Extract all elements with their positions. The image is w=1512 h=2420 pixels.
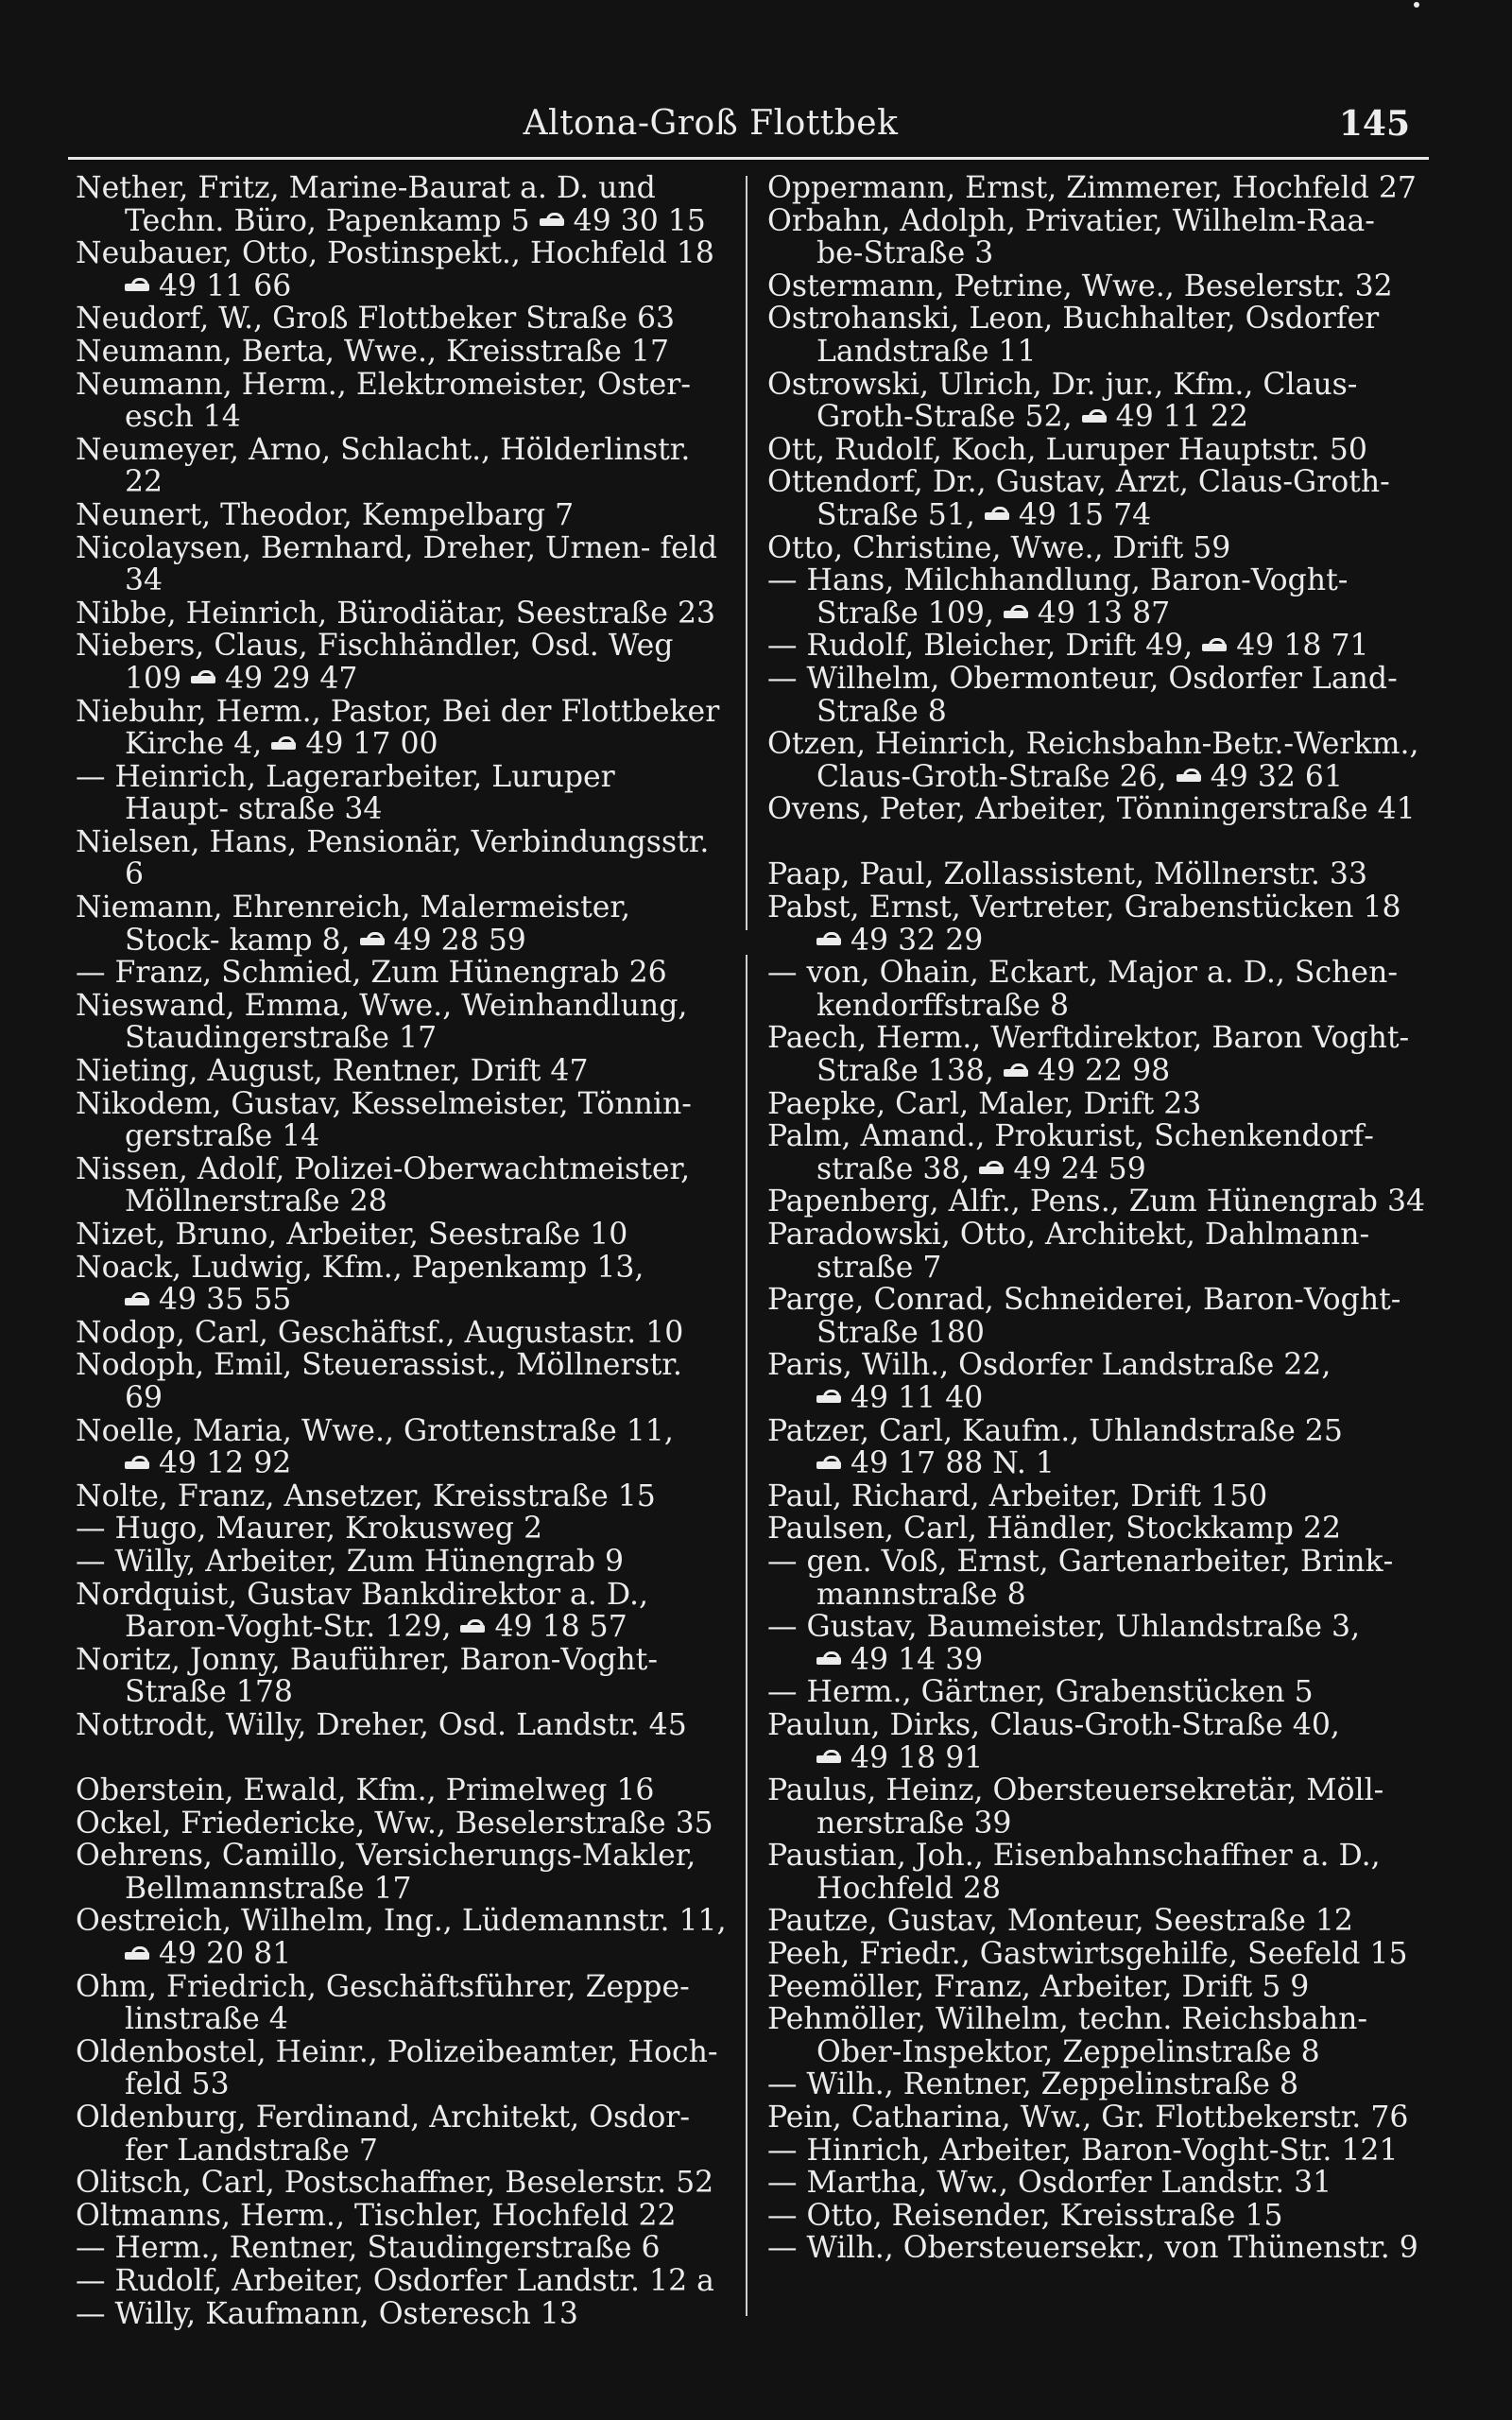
entry-text: Nodoph, Emil, Steuerassist., Möllnerstr. 69 xyxy=(76,1348,682,1415)
entry-text: Ostrohanski, Leon, Buchhalter, Osdorfer Landstraße 11 xyxy=(767,302,1380,369)
telephone-icon xyxy=(125,1459,149,1472)
entry-text: Noelle, Maria, Wwe., Grottenstraße 11, xyxy=(76,1413,674,1448)
page-header xyxy=(68,104,1429,149)
entry-text: Oldenbostel, Heinr., Polizeibeamter, Hoch‑ feld 53 xyxy=(76,2034,718,2102)
telephone-icon xyxy=(816,935,841,948)
directory-entry xyxy=(767,1546,1429,1611)
entry-text: Oppermann, Ernst, Zimmerer, Hochfeld 27 xyxy=(767,171,1417,205)
entry-text: Nieting, August, Rentner, Drift 47 xyxy=(76,1054,589,1089)
directory-entry xyxy=(76,302,728,336)
directory-entry xyxy=(767,369,1429,434)
entry-text: Oestreich, Wilhelm, Ing., Lüdemannstr. 11, xyxy=(76,1904,727,1939)
directory-entry xyxy=(76,696,728,761)
entry-text: Otzen, Heinrich, Reichsbahn‑Betr.‑Werkm., Claus‑Groth‑Straße 26, xyxy=(767,727,1419,794)
directory-entry xyxy=(767,1676,1429,1709)
entry-text: Pabst, Ernst, Vertreter, Grabenstücken 18 xyxy=(767,890,1401,925)
telephone-icon xyxy=(1177,771,1201,785)
telephone-icon xyxy=(271,739,296,752)
directory-entry xyxy=(76,2232,728,2265)
phone-number xyxy=(125,1446,291,1480)
phone-number xyxy=(816,1643,983,1677)
phone-number-text: 49 28 59 xyxy=(393,923,526,958)
directory-entry xyxy=(767,1219,1429,1284)
telephone-icon xyxy=(816,1753,841,1766)
entry-text: Ohm, Friedrich, Geschäftsführer, Zeppe‑ linstraße 4 xyxy=(76,1969,690,2037)
directory-entry xyxy=(767,2135,1429,2168)
directory-entry xyxy=(76,1252,728,1317)
directory-entry xyxy=(76,1349,728,1414)
directory-entry xyxy=(76,2036,728,2101)
directory-entry xyxy=(76,957,728,990)
directory-entry xyxy=(767,532,1429,565)
directory-entry xyxy=(767,564,1429,630)
directory-entry xyxy=(76,1546,728,1579)
entry-text: Neumann, Berta, Wwe., Kreisstraße 17 xyxy=(76,334,669,369)
directory-entry xyxy=(76,532,728,597)
page-number: 145 xyxy=(1338,104,1410,144)
entry-text: Ovens, Peter, Arbeiter, Tönningerstraße 41 xyxy=(767,792,1416,827)
directory-entry xyxy=(767,205,1429,270)
entry-text: — Willy, Arbeiter, Zum Hünengrab 9 xyxy=(76,1544,625,1579)
directory-entry xyxy=(767,1480,1429,1513)
directory-entry xyxy=(767,728,1429,793)
directory-entry xyxy=(76,1219,728,1252)
entry-text: Nottrodt, Willy, Dreher, Osd. Landstr. 45 xyxy=(76,1707,687,1742)
phone-number xyxy=(979,1152,1145,1186)
entry-text: — Hinrich, Arbeiter, Baron‑Voght‑Str. 121 xyxy=(767,2133,1399,2168)
entry-text: Neubauer, Otto, Postinspekt., Hochfeld 18 xyxy=(76,236,714,271)
directory-entry xyxy=(76,1971,728,2036)
directory-entry xyxy=(76,1905,728,1970)
entry-text: — Herm., Rentner, Staudingerstraße 6 xyxy=(76,2231,661,2266)
directory-entry xyxy=(767,2167,1429,2200)
page-title: Altona‑Groß Flottbek xyxy=(523,104,899,143)
directory-entry xyxy=(76,1055,728,1088)
entry-text: — Wilh., Rentner, Zeppelinstraße 8 xyxy=(767,2067,1299,2102)
entry-text: Pautze, Gustav, Monteur, Seestraße 12 xyxy=(767,1904,1353,1939)
directory-entry xyxy=(76,172,728,237)
directory-entry xyxy=(76,336,728,369)
phone-number-text: 49 30 15 xyxy=(573,203,706,238)
entry-text: Paech, Herm., Werftdirektor, Baron Voght‑ Straße 138, xyxy=(767,1021,1410,1089)
entry-text: Paap, Paul, Zollassistent, Möllnerstr. 33 xyxy=(767,857,1367,892)
telephone-icon xyxy=(985,510,1009,523)
directory-entry xyxy=(767,1415,1429,1480)
phone-number-text: 49 14 39 xyxy=(850,1642,984,1677)
directory-entry xyxy=(767,1284,1429,1349)
phone-number-text: 49 13 87 xyxy=(1037,596,1171,631)
entry-text: — Wilh., Obersteuersekr., von Thünenstr. 9 xyxy=(767,2231,1418,2266)
entry-text: — Rudolf, Bleicher, Drift 49, xyxy=(767,629,1203,664)
entry-text: Paradowski, Otto, Architekt, Dahlmann‑ straße 7 xyxy=(767,1218,1370,1285)
telephone-icon xyxy=(1202,641,1227,654)
phone-number-text: 49 11 22 xyxy=(1115,400,1248,435)
telephone-icon xyxy=(460,1622,485,1635)
directory-entry xyxy=(76,1709,728,1742)
entry-text: Oehrens, Camillo, Versicherungs‑Makler, Bellmannstraße 17 xyxy=(76,1839,696,1906)
directory-entry xyxy=(76,1317,728,1350)
phone-number-text: 49 29 47 xyxy=(225,661,358,696)
phone-number xyxy=(125,269,291,303)
directory-entry xyxy=(767,2232,1429,2265)
entry-text: Ottendorf, Dr., Gustav, Arzt, Claus‑Groth‑ Straße 51, xyxy=(767,465,1390,532)
phone-number xyxy=(816,1381,983,1415)
telephone-icon xyxy=(1082,412,1107,425)
directory-entry xyxy=(767,957,1429,1022)
entry-text: Neumann, Herm., Elektromeister, Oster‑ esch 14 xyxy=(76,367,691,435)
entry-text: Pein, Catharina, Ww., Gr. Flottbekerstr. 76 xyxy=(767,2100,1409,2135)
phone-number xyxy=(816,924,983,958)
phone-number-text: 49 18 91 xyxy=(850,1740,984,1775)
entry-text: Orbahn, Adolph, Privatier, Wilhelm‑Raa‑ be‑Straße 3 xyxy=(767,203,1375,271)
right-column xyxy=(767,172,1429,2265)
phone-number xyxy=(125,1283,291,1317)
phone-number xyxy=(985,498,1151,532)
directory-entry xyxy=(76,2265,728,2298)
telephone-icon xyxy=(979,1164,1004,1177)
entry-text: Noack, Ludwig, Kfm., Papenkamp 13, xyxy=(76,1250,644,1285)
phone-number-text: 49 22 98 xyxy=(1037,1054,1171,1089)
section-gap xyxy=(767,826,1429,859)
directory-entry xyxy=(767,434,1429,467)
directory-entry xyxy=(767,172,1429,205)
directory-entry xyxy=(76,2298,728,2331)
directory-entry xyxy=(767,1512,1429,1546)
entry-text: — Willy, Kaufmann, Osteresch 13 xyxy=(76,2296,578,2331)
entry-text: Nissen, Adolf, Polizei‑Oberwachtmeister, Möllnerstraße 28 xyxy=(76,1151,691,1219)
entry-text: Nieswand, Emma, Wwe., Weinhandlung, Staudingerstraße 17 xyxy=(76,988,688,1056)
directory-entry xyxy=(76,1480,728,1513)
column-divider-lower xyxy=(746,955,747,2316)
phone-number-text: 49 11 40 xyxy=(850,1380,984,1415)
entry-text: Nizet, Bruno, Arbeiter, Seestraße 10 xyxy=(76,1218,628,1252)
phone-number-text: 49 18 71 xyxy=(1236,629,1369,664)
entry-text: — Heinrich, Lagerarbeiter, Luruper Haupt‑ straße 34 xyxy=(76,759,615,827)
directory-entry xyxy=(767,1088,1429,1121)
entry-text: Paulun, Dirks, Claus‑Groth‑Straße 40, xyxy=(767,1707,1340,1742)
phone-number xyxy=(1177,760,1343,794)
entry-text: Nibbe, Heinrich, Bürodiätar, Seestraße 23 xyxy=(76,596,716,631)
phone-number-text: 49 12 92 xyxy=(159,1446,292,1481)
entry-text: Paustian, Joh., Eisenbahnschaffner a. D., Hochfeld 28 xyxy=(767,1839,1381,1906)
phone-number xyxy=(191,662,357,696)
directory-entry xyxy=(76,630,728,695)
directory-entry xyxy=(76,761,728,826)
entry-text: Niebuhr, Herm., Pastor, Bei der Flottbeker Kirche 4, xyxy=(76,694,720,762)
phone-number xyxy=(1082,400,1248,434)
directory-entry xyxy=(767,466,1429,531)
directory-entry xyxy=(767,302,1429,368)
telephone-icon xyxy=(125,281,149,294)
phone-number xyxy=(460,1610,627,1644)
phone-number xyxy=(816,1446,1055,1480)
entry-text: Peemöller, Franz, Arbeiter, Drift 5 9 xyxy=(767,1969,1310,2004)
entry-text: Niemann, Ehrenreich, Malermeister, Stock‑ kamp 8, xyxy=(76,890,630,958)
directory-entry xyxy=(76,1644,728,1709)
print-speck xyxy=(1414,2,1419,8)
entry-text: Nordquist, Gustav Bankdirektor a. D., Baron‑Voght‑Str. 129, xyxy=(76,1577,648,1645)
directory-entry xyxy=(767,1774,1429,1840)
entry-text: Ostermann, Petrine, Wwe., Beselerstr. 32 xyxy=(767,268,1393,303)
phone-number xyxy=(1202,629,1368,663)
telephone-icon xyxy=(816,1459,841,1472)
directory-entry xyxy=(76,597,728,631)
entry-text: Paris, Wilh., Osdorfer Landstraße 22, xyxy=(767,1348,1332,1383)
directory-entry xyxy=(76,990,728,1055)
entry-text: Papenberg, Alfr., Pens., Zum Hünengrab 34 xyxy=(767,1184,1426,1219)
entry-text: Otto, Christine, Wwe., Drift 59 xyxy=(767,530,1231,565)
telephone-icon xyxy=(1004,1066,1028,1080)
phone-number-text: 49 11 66 xyxy=(159,268,292,303)
phone-number xyxy=(271,727,438,761)
entry-text: — Herm., Gärtner, Grabenstücken 5 xyxy=(767,1675,1314,1710)
entry-text: Nikodem, Gustav, Kesselmeister, Tönnin‑ gerstraße 14 xyxy=(76,1086,692,1154)
phone-number xyxy=(360,924,526,958)
phone-number-text: 49 35 55 xyxy=(159,1283,292,1318)
directory-entry xyxy=(767,1349,1429,1414)
entry-text: — Martha, Ww., Osdorfer Landstr. 31 xyxy=(767,2166,1332,2201)
entry-text: Paul, Richard, Arbeiter, Drift 150 xyxy=(767,1478,1268,1513)
phone-number-text: 49 32 29 xyxy=(850,923,984,958)
entry-text: Oldenburg, Ferdinand, Architekt, Osdor‑ fer Landstraße 7 xyxy=(76,2100,691,2168)
entry-text: Noritz, Jonny, Bauführer, Baron‑Voght‑ Straße 178 xyxy=(76,1642,658,1710)
entry-text: — Rudolf, Arbeiter, Osdorfer Landstr. 12 a xyxy=(76,2264,714,2298)
directory-entry xyxy=(767,1938,1429,1971)
phone-number-text: 49 17 00 xyxy=(305,727,438,762)
directory-entry xyxy=(76,1153,728,1219)
directory-entry xyxy=(767,1905,1429,1938)
phone-number-text: 49 15 74 xyxy=(1018,497,1152,532)
entry-text: Patzer, Carl, Kaufm., Uhlandstraße 25 xyxy=(767,1413,1343,1448)
entry-text: Ostrowski, Ulrich, Dr. jur., Kfm., Claus‑ Groth‑Straße 52, xyxy=(767,367,1358,435)
phone-number-text: 49 24 59 xyxy=(1013,1151,1146,1186)
directory-entry xyxy=(767,1971,1429,2004)
entry-text: Niebers, Claus, Fischhändler, Osd. Weg 109 xyxy=(76,629,674,696)
telephone-icon xyxy=(360,935,385,948)
entry-text: Oltmanns, Herm., Tischler, Hochfeld 22 xyxy=(76,2198,677,2233)
entry-text: — von, Ohain, Eckart, Major a. D., Schen‑ kendorffstraße 8 xyxy=(767,956,1399,1023)
directory-entry xyxy=(76,826,728,891)
directory-entry xyxy=(76,499,728,532)
entry-text: Neumeyer, Arno, Schlacht., Hölderlinstr. 22 xyxy=(76,432,691,500)
directory-entry xyxy=(76,2101,728,2167)
directory-entry xyxy=(76,1088,728,1153)
directory-entry xyxy=(76,891,728,957)
directory-entry xyxy=(767,2068,1429,2101)
entry-text: Pehmöller, Wilhelm, techn. Reichsbahn‑ Ober‑Inspektor, Zeppelinstraße 8 xyxy=(767,2002,1368,2069)
directory-entry xyxy=(76,1840,728,1905)
entry-text: Olitsch, Carl, Postschaffner, Beselerstr. 52 xyxy=(76,2166,714,2201)
entry-text: — gen. Voß, Ernst, Gartenarbeiter, Brink‑ mannstraße 8 xyxy=(767,1544,1394,1612)
directory-entry xyxy=(767,891,1429,957)
directory-entry xyxy=(767,2101,1429,2135)
entry-text: Ott, Rudolf, Koch, Luruper Hauptstr. 50 xyxy=(767,432,1367,467)
directory-entry xyxy=(767,2200,1429,2233)
entry-text: Nether, Fritz, Marine‑Baurat a. D. und Techn. Büro, Papenkamp 5 xyxy=(76,171,656,238)
directory-entry xyxy=(767,1022,1429,1087)
telephone-icon xyxy=(1004,608,1028,621)
phone-number xyxy=(1004,596,1170,631)
phone-number xyxy=(125,1937,291,1971)
telephone-icon xyxy=(540,216,564,229)
directory-entry xyxy=(767,663,1429,728)
entry-text: Paulsen, Carl, Händler, Stockkamp 22 xyxy=(767,1512,1342,1547)
directory-entry xyxy=(767,270,1429,303)
telephone-icon xyxy=(816,1392,841,1406)
telephone-icon xyxy=(816,1654,841,1668)
entry-text: Nielsen, Hans, Pensionär, Verbindungsstr. 6 xyxy=(76,824,710,892)
directory-entry xyxy=(767,630,1429,663)
phone-number xyxy=(816,1741,983,1775)
entry-text: Neudorf, W., Groß Flottbeker Straße 63 xyxy=(76,302,676,337)
phone-number xyxy=(1004,1054,1170,1088)
directory-entry xyxy=(767,1185,1429,1219)
phone-number-text: 49 17 88 N. 1 xyxy=(850,1446,1055,1481)
directory-entry xyxy=(767,858,1429,891)
phone-number xyxy=(540,204,706,238)
entry-text: — Hugo, Maurer, Krokusweg 2 xyxy=(76,1512,542,1547)
directory-entry xyxy=(767,1840,1429,1905)
directory-entry xyxy=(767,1709,1429,1774)
entry-text: — Wilhelm, Obermonteur, Osdorfer Land‑ Straße 8 xyxy=(767,661,1398,729)
entry-text: Nicolaysen, Bernhard, Dreher, Urnen‑ feld 34 xyxy=(76,530,717,598)
phone-number-text: 49 18 57 xyxy=(494,1610,627,1645)
entry-text: Paepke, Carl, Maler, Drift 23 xyxy=(767,1086,1202,1121)
telephone-icon xyxy=(125,1295,149,1308)
directory-entry xyxy=(76,2167,728,2200)
telephone-icon xyxy=(191,673,215,686)
entry-text: Nodop, Carl, Geschäftsf., Augustastr. 10 xyxy=(76,1315,684,1350)
entry-text: Nolte, Franz, Ansetzer, Kreisstraße 15 xyxy=(76,1478,656,1513)
directory-entry xyxy=(76,1415,728,1480)
entry-text: — Otto, Reisender, Kreisstraße 15 xyxy=(767,2198,1283,2233)
directory-entry xyxy=(767,2003,1429,2068)
entry-text: Palm, Amand., Prokurist, Schenkendorf‑ straße 38, xyxy=(767,1119,1374,1186)
header-rule xyxy=(68,157,1429,160)
directory-entry xyxy=(76,1579,728,1644)
entry-text: Ockel, Friedericke, Ww., Beselerstraße 35 xyxy=(76,1806,713,1841)
entry-text: Oberstein, Ewald, Kfm., Primelweg 16 xyxy=(76,1773,655,1808)
directory-entry xyxy=(76,1512,728,1546)
directory-entry xyxy=(767,793,1429,826)
entry-text: — Hans, Milchhandlung, Baron‑Voght‑ Straße 109, xyxy=(767,563,1349,631)
directory-entry xyxy=(76,1807,728,1841)
directory-entry xyxy=(76,369,728,434)
directory-entry xyxy=(76,1774,728,1807)
telephone-icon xyxy=(125,1949,149,1962)
directory-entry xyxy=(767,1611,1429,1676)
directory-entry xyxy=(76,434,728,499)
entry-text: Paulus, Heinz, Obersteuersekretär, Möll‑ nerstraße 39 xyxy=(767,1773,1384,1841)
phone-number-text: 49 32 61 xyxy=(1210,759,1343,794)
directory-entry xyxy=(767,1120,1429,1185)
entry-text: — Franz, Schmied, Zum Hünengrab 26 xyxy=(76,956,667,991)
left-column xyxy=(76,172,728,2330)
entry-text: Parge, Conrad, Schneiderei, Baron‑Voght‑ Straße 180 xyxy=(767,1283,1401,1350)
entry-text: Peeh, Friedr., Gastwirtsgehilfe, Seefeld 15 xyxy=(767,1937,1408,1972)
phone-number-text: 49 20 81 xyxy=(159,1937,292,1972)
directory-entry xyxy=(76,2200,728,2233)
column-divider-upper xyxy=(746,176,747,930)
entry-text: Neunert, Theodor, Kempelbarg 7 xyxy=(76,497,575,532)
directory-entry xyxy=(76,237,728,302)
entry-text: — Gustav, Baumeister, Uhlandstraße 3, xyxy=(767,1610,1361,1645)
section-gap xyxy=(76,1742,728,1775)
